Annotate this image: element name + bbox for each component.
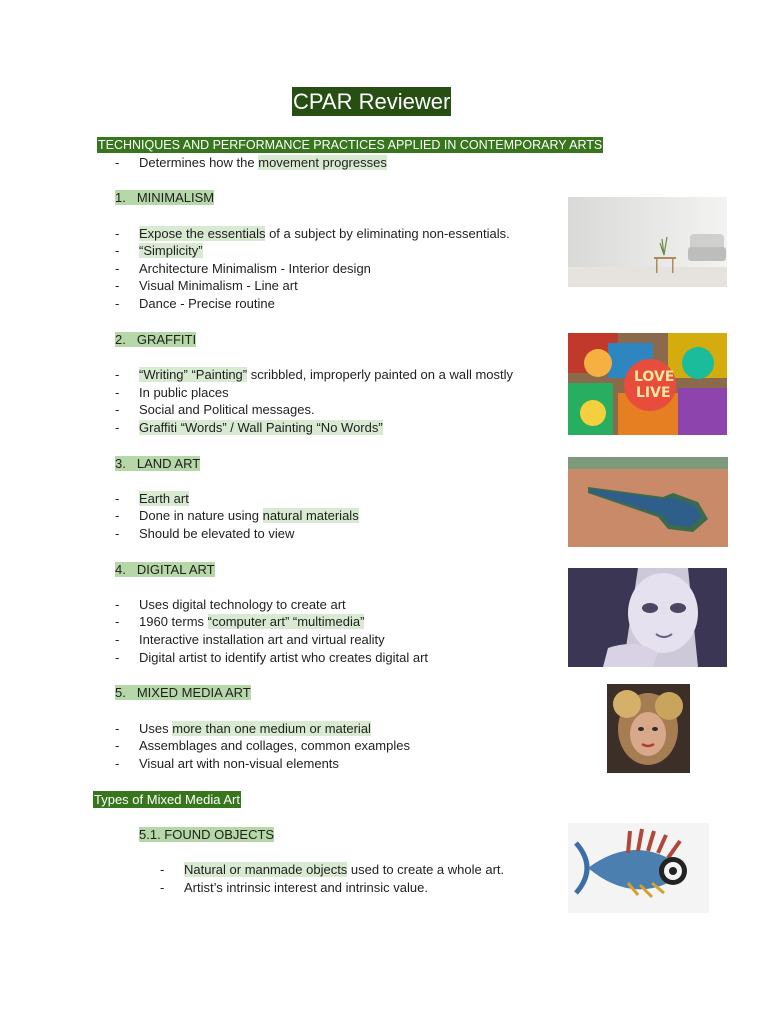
intro-bullet: - Determines how the movement progresses xyxy=(115,155,387,170)
page-title: CPAR Reviewer xyxy=(293,89,451,114)
list-item: - Visual art with non-visual elements xyxy=(115,756,339,771)
list-item: - Digital artist to identify artist who creates digital art xyxy=(115,650,429,665)
list-item: - “Simplicity” xyxy=(115,243,203,258)
section-heading-digital-art: 4. DIGITAL ART xyxy=(115,562,215,577)
list-item: - Assemblages and collages, common examples xyxy=(115,738,410,753)
list-item: - Artist’s intrinsic interest and intrinsic value. xyxy=(160,880,428,895)
svg-text:LOVE: LOVE xyxy=(634,369,675,385)
digital-art-portrait-image xyxy=(568,568,727,667)
graffiti-wall-image xyxy=(568,333,727,435)
section-heading-mixed-media: 5. MIXED MEDIA ART xyxy=(115,685,251,700)
svg-text:LIVE: LIVE xyxy=(636,385,671,401)
list-item: - In public places xyxy=(115,385,229,400)
found-objects-fish-image xyxy=(568,823,709,913)
list-item: - Visual Minimalism - Line art xyxy=(115,278,298,293)
list-item: - Graffiti “Words” / Wall Painting “No Words” xyxy=(115,420,383,435)
section-header: TECHNIQUES AND PERFORMANCE PRACTICES APPLIED IN CONTEMPORARY ARTS xyxy=(98,138,603,152)
land-art-guitar-image xyxy=(568,457,728,547)
list-item: - Interactive installation art and virtual reality xyxy=(115,632,385,647)
list-item: - Uses digital technology to create art xyxy=(115,597,346,612)
subsection-heading-found-objects: 5.1. FOUND OBJECTS xyxy=(139,827,275,842)
section-heading-land-art: 3. LAND ART xyxy=(115,456,201,471)
list-item: - Social and Political messages. xyxy=(115,402,315,417)
list-item: - Should be elevated to view xyxy=(115,526,295,541)
list-item: - Expose the essentials of a subject by eliminating non-essentials. xyxy=(115,226,510,241)
minimalism-room-image xyxy=(568,197,727,287)
list-item: - Natural or manmade objects used to create a whole art. xyxy=(160,862,505,877)
list-item: - Dance - Precise routine xyxy=(115,296,275,311)
list-item: - Earth art xyxy=(115,491,189,506)
list-item: - Uses more than one medium or material xyxy=(115,721,371,736)
section-heading-minimalism: 1. MINIMALISM xyxy=(115,190,215,205)
mixed-media-collage-image xyxy=(607,684,690,773)
types-heading: Types of Mixed Media Art xyxy=(94,792,240,807)
list-item: - Done in nature using natural materials xyxy=(115,508,359,523)
list-item: - Architecture Minimalism - Interior design xyxy=(115,261,371,276)
list-item: - 1960 terms “computer art” “multimedia” xyxy=(115,614,365,629)
list-item: - “Writing” “Painting” scribbled, improperly painted on a wall mostly xyxy=(115,367,514,382)
section-heading-graffiti: 2. GRAFFITI xyxy=(115,332,197,347)
